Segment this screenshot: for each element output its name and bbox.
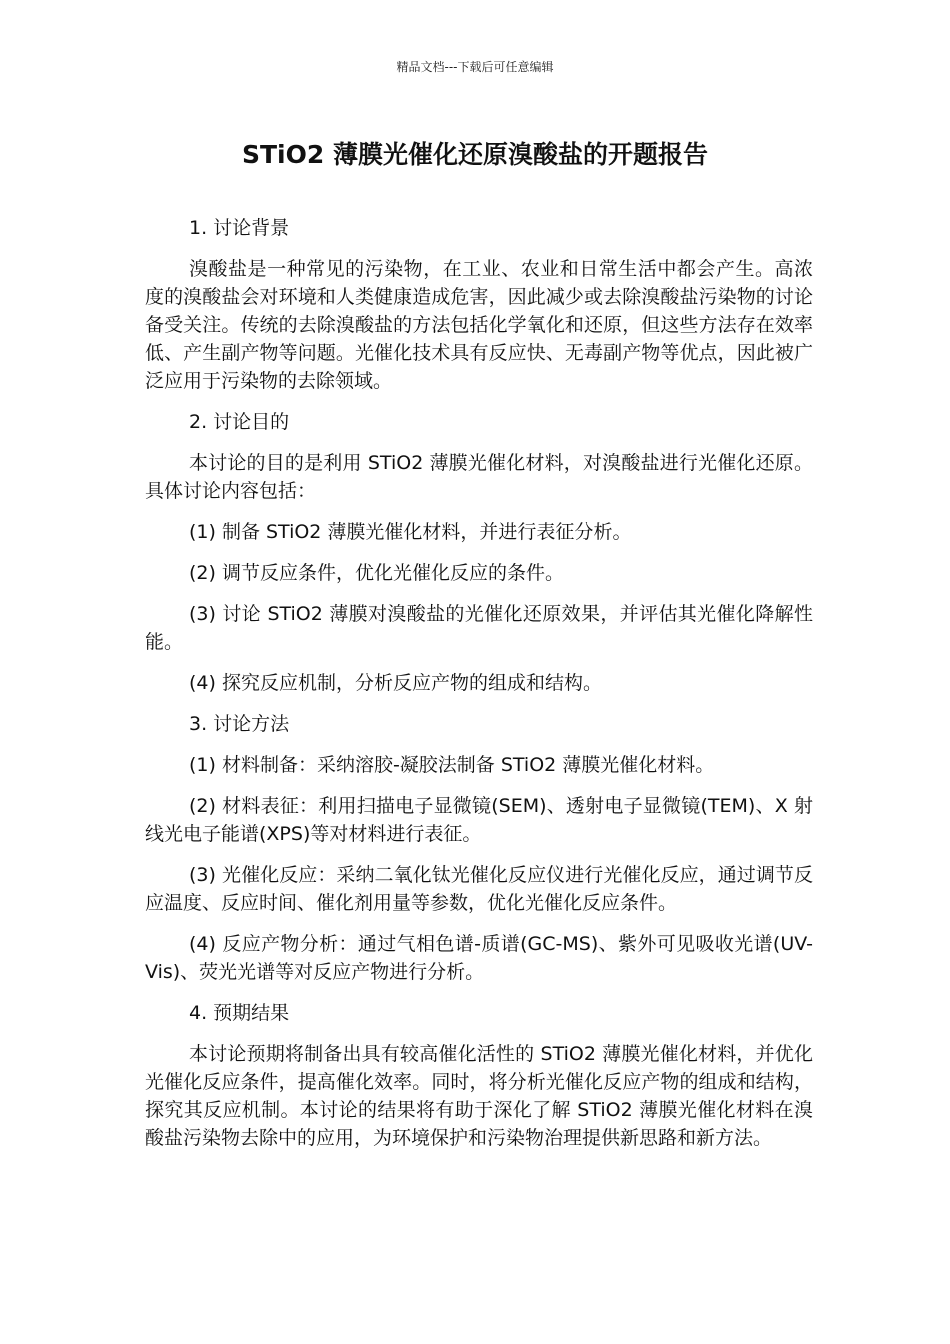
list-item-method-1: (1) 材料制备：采纳溶胶-凝胶法制备 STiO2 薄膜光催化材料。: [189, 754, 715, 776]
list-item-method-2: (2) 材料表征：利用扫描电子显微镜(SEM)、透射电子显微镜(TEM)、X 射线光电子能谱(XPS)等对材料进行表征。: [145, 795, 813, 845]
document-title: STiO2 薄膜光催化还原溴酸盐的开题报告: [242, 140, 708, 169]
section-heading-methods: 3. 讨论方法: [189, 713, 290, 735]
list-item-purpose-1: (1) 制备 STiO2 薄膜光催化材料，并进行表征分析。: [189, 521, 632, 543]
paragraph-purpose-intro: 本讨论的目的是利用 STiO2 薄膜光催化材料，对溴酸盐进行光催化还原。具体讨论内容包括：: [145, 452, 813, 502]
list-item-purpose-2: (2) 调节反应条件，优化光催化反应的条件。: [189, 562, 564, 584]
section-heading-purpose: 2. 讨论目的: [189, 411, 290, 433]
document-body: [145, 214, 813, 1165]
list-item-method-3: (3) 光催化反应：采纳二氧化钛光催化反应仪进行光催化反应，通过调节反应温度、反应时间、催化剂用量等参数，优化光催化反应条件。: [145, 864, 813, 914]
section-heading-background: 1. 讨论背景: [189, 217, 290, 239]
list-item-purpose-3: (3) 讨论 STiO2 薄膜对溴酸盐的光催化还原效果，并评估其光催化降解性能。: [145, 603, 813, 653]
section-heading-expected-results: 4. 预期结果: [189, 1002, 290, 1024]
list-item-purpose-4: (4) 探究反应机制，分析反应产物的组成和结构。: [189, 672, 602, 694]
paragraph-expected-results: 本讨论预期将制备出具有较高催化活性的 STiO2 薄膜光催化材料，并优化光催化反应条件，提高催化效率。同时，将分析光催化反应产物的组成和结构，探究其反应机制。本讨论的结果将有助于深化了解 STiO2 薄膜光催化材料在溴酸盐污染物去除中的应用，为环境保护和污染物治理提供新思路和新方法。: [145, 1043, 813, 1149]
paragraph-background: 溴酸盐是一种常见的污染物，在工业、农业和日常生活中都会产生。高浓度的溴酸盐会对环境和人类健康造成危害，因此减少或去除溴酸盐污染物的讨论备受关注。传统的去除溴酸盐的方法包括化学氧化和还原，但这些方法存在效率低、产生副产物等问题。光催化技术具有反应快、无毒副产物等优点，因此被广泛应用于污染物的去除领域。: [145, 258, 813, 392]
list-item-method-4: (4) 反应产物分析：通过气相色谱-质谱(GC-MS)、紫外可见吸收光谱(UV-Vis)、荧光光谱等对反应产物进行分析。: [145, 933, 813, 983]
header-note: 精品文档---下载后可任意编辑: [396, 60, 554, 74]
